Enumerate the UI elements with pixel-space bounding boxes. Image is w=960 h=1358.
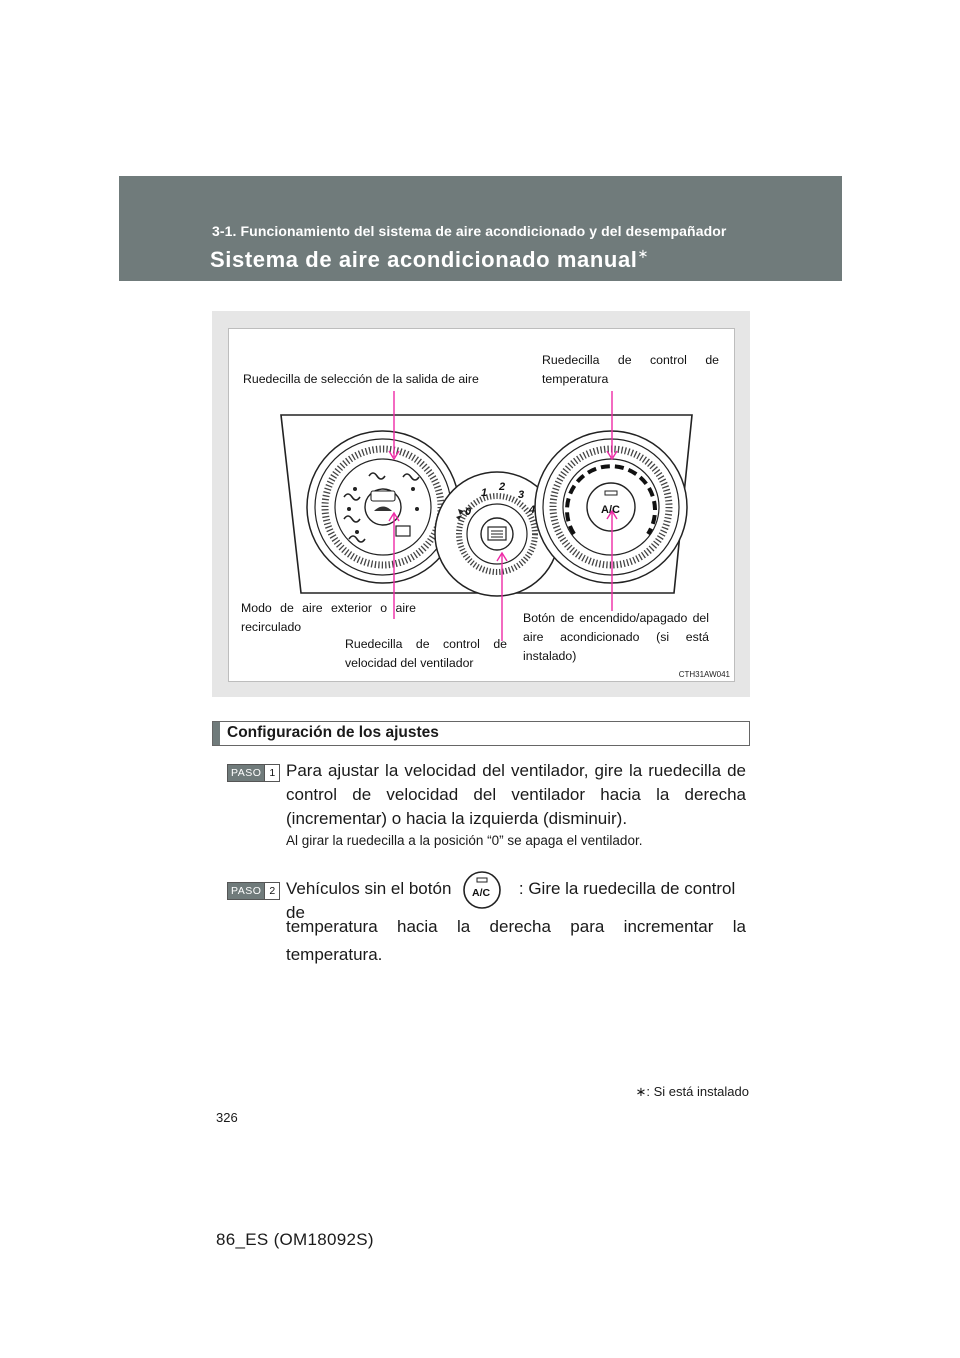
callout-temp-dial: Ruedecilla de control de temperatura bbox=[542, 353, 719, 386]
step-1-badge bbox=[227, 764, 280, 782]
chapter-header bbox=[119, 176, 842, 281]
callout-outlet-dial: Ruedecilla de selección de la salida de aire bbox=[243, 372, 479, 386]
page-number: 326 bbox=[216, 1110, 238, 1125]
page-title bbox=[210, 246, 649, 273]
step-1-note: Al girar la ruedecilla a la posición “0” se apaga el ventilador. bbox=[286, 833, 643, 848]
fan-number-4: 4 bbox=[529, 504, 536, 516]
ac-icon-label: A/C bbox=[472, 887, 491, 899]
fan-number-2: 2 bbox=[499, 481, 506, 493]
step-1-text: Para ajustar la velocidad del ventilador, gire la ruedecilla de control de velocidad del ventilador hacia la derecha (incrementar) o hacia la izquierda (disminuir). bbox=[286, 761, 746, 828]
settings-heading bbox=[212, 721, 750, 746]
step-2-text-cont: temperatura hacia la derecha para incrementar la temperatura. bbox=[286, 917, 746, 964]
figure-panel bbox=[212, 311, 750, 697]
outlet-dial-group bbox=[307, 431, 459, 583]
section-label: 3-1. Funcionamiento del sistema de aire acondicionado y del desempañador bbox=[212, 223, 727, 239]
document-id: 86_ES (OM18092S) bbox=[216, 1230, 374, 1249]
fan-number-1: 1 bbox=[481, 487, 488, 499]
step-word: PASO bbox=[228, 765, 264, 781]
step-2-text-after: : Gire la ruedecilla de control de bbox=[286, 879, 736, 922]
callout-air-mode: Modo de aire exterior o aire recirculado bbox=[241, 601, 416, 634]
step-number: 1 bbox=[264, 765, 279, 781]
settings-title: Configuración de los ajustes bbox=[227, 724, 439, 741]
footnote: ∗: Si está instalado bbox=[635, 1084, 749, 1099]
figure-code: CTH31AW041 bbox=[678, 670, 730, 679]
step-word: PASO bbox=[228, 883, 264, 899]
figure-frame bbox=[228, 328, 735, 682]
step-2-badge bbox=[227, 882, 280, 900]
callout-fan-dial: Ruedecilla de control de velocidad del ventilador bbox=[345, 637, 507, 670]
callout-ac-button: Botón de encendido/apagado del aire acondicionado (si está instalado) bbox=[523, 611, 709, 663]
ac-button-label: A/C bbox=[601, 504, 620, 516]
step-number: 2 bbox=[264, 883, 279, 899]
title-asterisk: ∗ bbox=[637, 246, 650, 261]
temp-dial-group bbox=[535, 431, 687, 583]
step-2-text-before: Vehículos sin el botón bbox=[286, 879, 452, 898]
page-title-text: Sistema de aire acondicionado manual bbox=[210, 247, 638, 272]
ac-button-icon bbox=[462, 870, 502, 910]
fan-number-3: 3 bbox=[518, 489, 525, 501]
fan-number-0: 0 bbox=[465, 506, 472, 518]
